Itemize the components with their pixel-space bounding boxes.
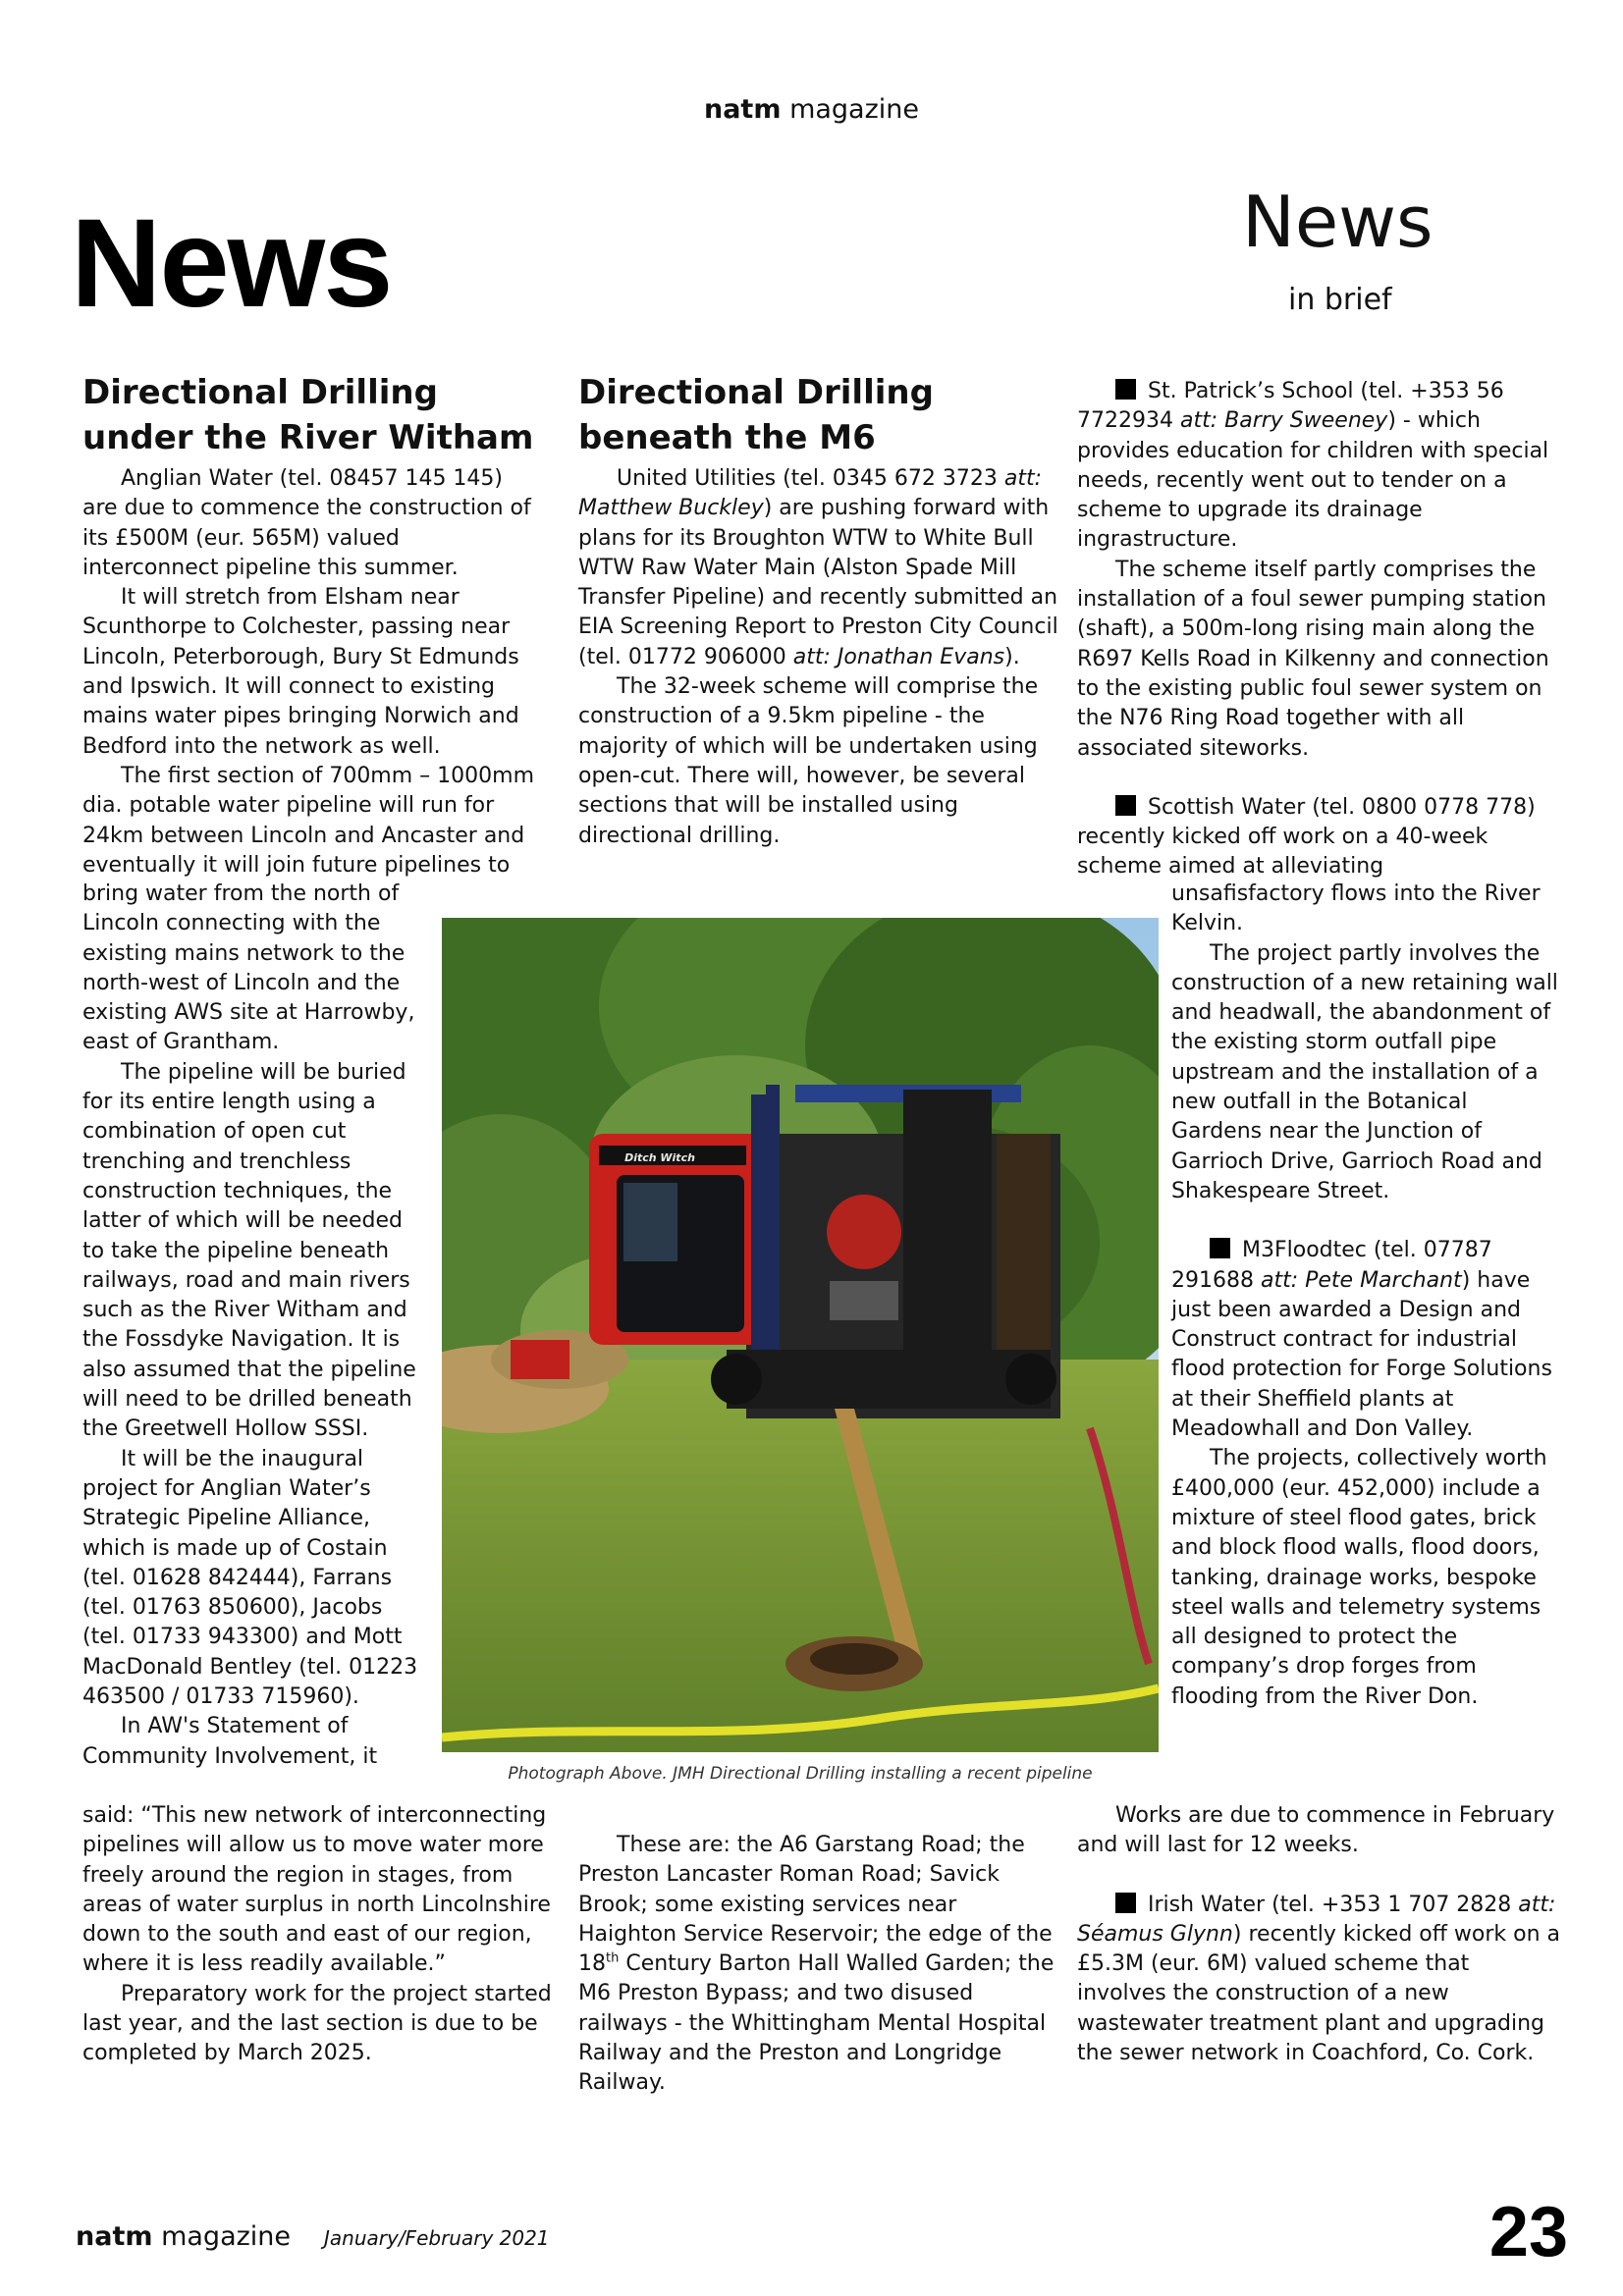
article1-paragraph: The first section of 700mm – 1000mm dia. potable water pipeline will run for 24km between Lincoln and Ancaster and eventually it will join future pipelines to — [82, 763, 535, 878]
article1-headline — [82, 370, 542, 460]
masthead — [0, 94, 1623, 125]
brief-item: St. Patrick’s School (tel. +353 56 7722934 att: Barry Sweeney) - which provides education for children with special needs, recently went out to tender on a scheme to upgrade its drainage ingrastructure. — [1077, 379, 1549, 553]
article1-paragraph: bring water from the north of Lincoln connecting with the existing mains network to the north-west of Lincoln and the existing AWS site at Harrowby, east of Grantham. — [82, 881, 415, 1055]
footer-magazine: magazine — [161, 2221, 292, 2252]
article1-bottom — [82, 1801, 558, 2069]
article2-paragraph: United Utilities (tel. 0345 672 3723 att: Matthew Buckley) are pushing forward with plans for its Broughton WTW to White Bull WTW Raw Water Main (Alston Spade Mill Transfer Pipeline) and recently submitted an EIA Screening Report to Preston City Council (tel. 01772 906000 att: Jonathan Evans). — [578, 466, 1058, 669]
footer-brand-name: natm — [76, 2221, 153, 2252]
brief-narrow — [1171, 880, 1562, 1712]
article1-paragraph: In AW's Statement of Community Involvement, it — [82, 1714, 378, 1769]
machine-label: Ditch Witch — [624, 1151, 695, 1164]
bullet-square-icon — [1115, 795, 1136, 816]
article2-bottom — [578, 1831, 1055, 2099]
bullet-square-icon — [1210, 1238, 1230, 1258]
brief-paragraph: unsafisfactory flows into the River Kelvin. — [1171, 881, 1541, 936]
brief-paragraph: The project partly involves the construction of a new retaining wall and headwall, the abandonment of the existing storm outfall pipe upstream and the installation of a new outfall in the Botanical Gardens near the Junction of Garrioch Drive, Garrioch Road and Shakespeare Street. — [1171, 940, 1558, 1203]
article2-top — [578, 370, 1059, 851]
photo-caption: Photograph Above. JMH Directional Drilling installing a recent pipeline — [508, 1764, 1093, 1784]
bullet-square-icon — [1115, 379, 1136, 400]
photo-drilling-rig — [442, 918, 1159, 1752]
brief-paragraph: Works are due to commence in February and will last for 12 weeks. — [1077, 1803, 1555, 1858]
brief-bottom — [1077, 1801, 1562, 2068]
article1-headline-line2: under the River Witham — [82, 418, 534, 457]
footer-brand — [76, 2221, 291, 2252]
article1-paragraph: The pipeline will be buried for its entire length using a combination of open cut trenching and trenchless construction techniques, the latter of which will be needed to take the pipeline beneath railways, road and main rivers such as the River Witham and the Fossdyke Navigation. It is also assumed that the pipeline will need to be drilled beneath the Greetwell Hollow SSSI. — [82, 1059, 416, 1442]
article2-headline-line1: Directional Drilling — [578, 373, 934, 412]
article1-paragraph: It will stretch from Elsham near Scunthorpe to Colchester, passing near Lincoln, Peterborough, Bury St Edmunds and Ipswich. It will connect to existing mains water pipes bringing Norwich and Bedford into the network as well. — [82, 585, 519, 759]
masthead-magazine: magazine — [789, 94, 919, 125]
article1-narrow — [82, 880, 426, 1772]
bullet-square-icon — [1115, 1893, 1136, 1913]
brief-item: Scottish Water (tel. 0800 0778 778) recently kicked off work on a 40-week scheme aimed at alleviating — [1077, 794, 1536, 880]
page-number: 23 — [1488, 2193, 1568, 2271]
article1-paragraph: Anglian Water (tel. 08457 145 145) are due to commence the construction of its £500M (eur. 565M) valued interconnect pipeline this summer. — [82, 466, 531, 580]
news-in-brief-subtitle: in brief — [1288, 283, 1392, 317]
article1-headline-line1: Directional Drilling — [82, 373, 438, 412]
article2-paragraph: The 32-week scheme will comprise the construction of a 9.5km pipeline - the majority of which will be undertaken using open-cut. There will, however, be several sections that will be installed using directional drilling. — [578, 674, 1039, 848]
brief-paragraph: The scheme itself partly comprises the installation of a foul sewer pumping station (shaft), a 500m-long rising main along the R697 Kells Road in Kilkenny and connection to the existing public foul sewer system on the N76 Ring Road together with all associated siteworks. — [1077, 557, 1549, 761]
news-in-brief-title: News — [1242, 181, 1434, 263]
article1-top — [82, 370, 542, 881]
brief-top — [1077, 377, 1562, 882]
photo-drilling-rig-illustration — [442, 918, 1159, 1752]
brief-paragraph: The projects, collectively worth £400,000 (eur. 452,000) include a mixture of steel flood gates, brick and block flood walls, flood doors, tanking, drainage works, bespoke steel walls and telemetry systems all designed to protect the company’s drop forges from flooding from the River Don. — [1171, 1446, 1547, 1709]
article1-paragraph: It will be the inaugural project for Anglian Water’s Strategic Pipeline Alliance, which is made up of Costain (tel. 01628 842444), Farrans (tel. 01763 850600), Jacobs (tel. 01733 943300) and Mott MacDonald Bentley (tel. 01223 463500 / 01733 715960). — [82, 1446, 418, 1710]
brief-item: M3Floodtec (tel. 07787 291688 att: Pete Marchant) have just been awarded a Design and Construct contract for industrial flood protection for Forge Solutions at their Sheffield plants at Meadowhall and Don Valley. — [1171, 1238, 1552, 1442]
footer-issue: January/February 2021 — [324, 2226, 550, 2250]
article2-headline-line2: beneath the M6 — [578, 418, 876, 457]
masthead-brand: natm — [703, 94, 782, 125]
article1-paragraph: Preparatory work for the project started last year, and the last section is due to be completed by March 2025. — [82, 1981, 552, 2066]
section-title: News — [71, 193, 392, 334]
article2-paragraph: These are: the A6 Garstang Road; the Preston Lancaster Roman Road; Savick Brook; some existing services near Haighton Service Reservoir; the edge of the 18th Century Barton Hall Walled Garden; the M6 Preston Bypass; and two disused railways - the Whittingham Mental Hospital Railway and the Preston and Longridge Railway. — [578, 1833, 1055, 2096]
brief-item: Irish Water (tel. +353 1 707 2828 att: Séamus Glynn) recently kicked off work on a £5.3M (eur. 6M) valued scheme that involves the construction of a new wastewater treatment plant and upgrading the sewer network in Coachford, Co. Cork. — [1077, 1892, 1561, 2066]
article1-paragraph: said: “This new network of interconnecting pipelines will allow us to move water more freely around the region in stages, from areas of water surplus in north Lincolnshire down to the south and east of our region, where it is less readily available.” — [82, 1803, 551, 1977]
article2-headline — [578, 370, 1059, 460]
